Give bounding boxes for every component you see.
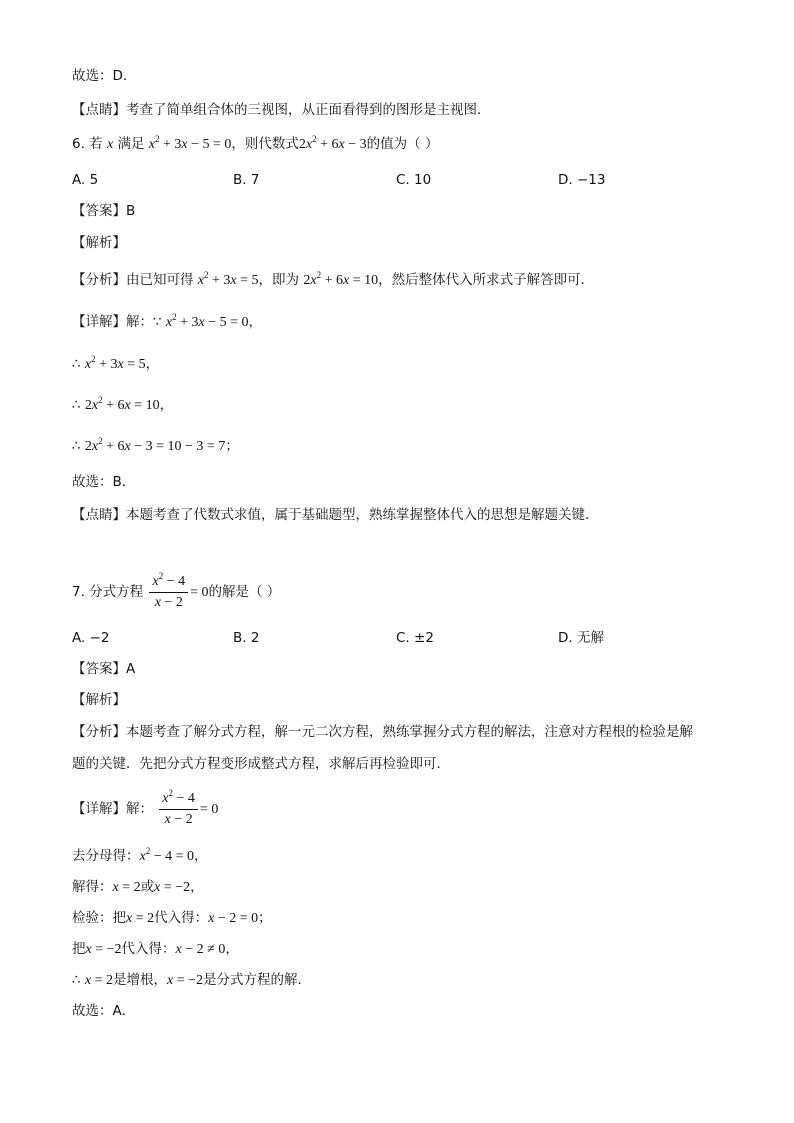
q7-analysis-line2: 题的关键．先把分式方程变形成整式方程，求解后再检验即可．	[72, 756, 450, 772]
q6-option-d: D. −13	[558, 172, 606, 188]
q7-option-c: C. ±2	[396, 630, 434, 646]
q6-detail-line3: ∴ $2x^2 + 6x = 10$，	[72, 395, 174, 413]
q7-step5: ∴ x = 2是增根，x = −2是分式方程的解．	[72, 972, 312, 988]
q6-analysis: 【分析】由已知可得 $x^2 + 3x = 5$，即为 $2x^2 + 6x = 10$，然后整体代入所求式子解答即可．	[72, 270, 595, 288]
q6-expression: $2x^2 + 6x - 3$	[298, 134, 367, 152]
q6-detail-line2: ∴ $x^2 + 3x = 5$，	[72, 354, 160, 372]
q6-stem: 6. 若 x 满足 $x^2 + 3x - 5 = 0$，则代数式$2x^2 + 6x - 3$的值为（ ）	[72, 134, 439, 152]
q7-stem: 7. 分式方程 $\frac{x^2 - 4}{x - 2}$ = 0的解是（ ）	[72, 570, 281, 610]
q5-comment: 【点睛】考查了简单组合体的三视图，从正面看得到的图形是主视图．	[72, 102, 491, 118]
q7-option-a: A. −2	[72, 630, 110, 646]
q7-detail-line1: 【详解】解： $\frac{x^2 - 4}{x - 2}$ = 0	[72, 787, 219, 827]
q6-comment: 【点睛】本题考查了代数式求值，属于基础题型，熟练掌握整体代入的思想是解题关键．	[72, 507, 599, 523]
q6-analysis-title: 【解析】	[72, 235, 126, 251]
q7-step3: 检验：把x = 2代入得：x − 2 = 0；	[72, 910, 272, 926]
q6-option-c: C. 10	[396, 172, 432, 188]
q7-step1: 去分母得：$x^2 - 4 = 0$，	[72, 846, 208, 864]
q7-option-b: B. 2	[233, 630, 260, 646]
q6-option-b: B. 7	[233, 172, 260, 188]
q5-choice: 故选：D．	[72, 68, 137, 84]
q7-step4: 把x = −2代入得：x − 2 ≠ 0，	[72, 941, 239, 957]
q6-equation: $x^2 + 3x - 5 = 0$	[148, 134, 232, 152]
q7-answer: 【答案】A	[72, 661, 136, 677]
q7-analysis-title: 【解析】	[72, 692, 126, 708]
q7-choice: 故选：A．	[72, 1003, 136, 1019]
q7-option-d: D. 无解	[558, 630, 604, 646]
q6-choice: 故选：B．	[72, 474, 136, 490]
q7-step2: 解得：x = 2或x = −2，	[72, 879, 204, 895]
q6-answer: 【答案】B	[72, 203, 136, 219]
q7-fraction: $\frac{x^2 - 4}{x - 2}$	[149, 574, 188, 611]
q7-analysis-line1: 【分析】本题考查了解分式方程，解一元二次方程，熟练掌握分式方程的解法，注意对方程根的检验是解	[72, 724, 693, 740]
q6-detail-line1: 【详解】解：∵ $x^2 + 3x - 5 = 0$，	[72, 312, 263, 330]
q6-detail-line4: ∴ $2x^2 + 6x - 3 = 10 - 3 = 7$；	[72, 436, 239, 454]
q6-option-a: A. 5	[72, 172, 99, 188]
